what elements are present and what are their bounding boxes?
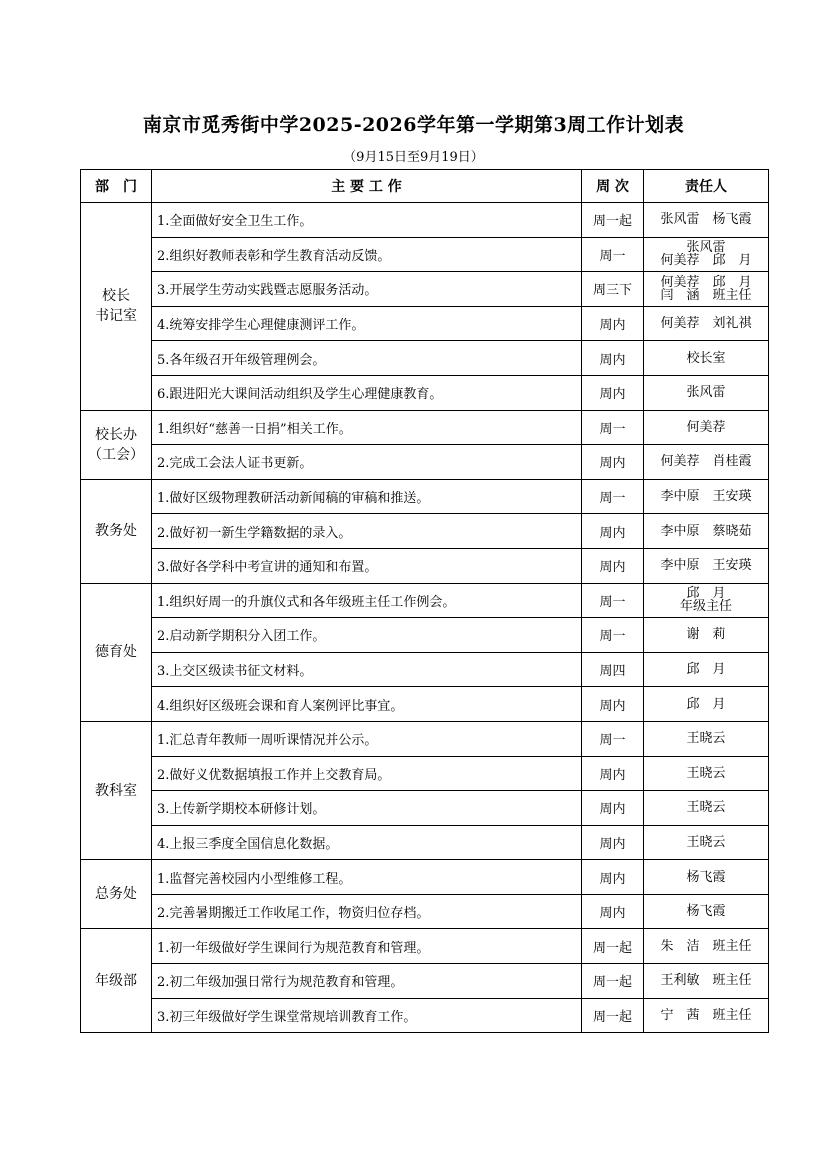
owner-name: 校长室 bbox=[686, 350, 726, 366]
table-row bbox=[81, 687, 769, 722]
owner-cell bbox=[644, 479, 769, 514]
owner-cell bbox=[644, 203, 769, 238]
owner-name: 王晓云 bbox=[686, 800, 726, 816]
table-body bbox=[81, 203, 769, 1033]
header-owner: 责任人 bbox=[644, 170, 769, 203]
owner-name: 王晓云 bbox=[686, 731, 726, 747]
task-cell: 3.上交区级读书征文材料。 bbox=[152, 652, 582, 687]
week-cell: 周一起 bbox=[582, 929, 644, 964]
task-cell: 2.组织好教师表彰和学生教育活动反馈。 bbox=[152, 237, 582, 272]
week-cell: 周内 bbox=[582, 894, 644, 929]
owner-cell bbox=[644, 618, 769, 653]
owner-cell bbox=[644, 583, 769, 618]
owner-name: 李中原 蔡晓茹 bbox=[660, 523, 752, 539]
department-cell bbox=[81, 721, 152, 859]
week-cell: 周内 bbox=[582, 514, 644, 549]
table-row bbox=[81, 929, 769, 964]
owner-name: 王晓云 bbox=[686, 834, 726, 850]
department-label: 校长 bbox=[102, 288, 130, 305]
owner-cell bbox=[644, 687, 769, 722]
owner-cell bbox=[644, 514, 769, 549]
department-label: 教务处 bbox=[95, 523, 137, 540]
owner-name: 李中原 王安瑛 bbox=[660, 489, 752, 505]
owner-cell bbox=[644, 652, 769, 687]
table-row bbox=[81, 237, 769, 272]
task-cell: 3.开展学生劳动实践暨志愿服务活动。 bbox=[152, 272, 582, 307]
week-cell: 周内 bbox=[582, 687, 644, 722]
work-plan-table bbox=[80, 169, 769, 1033]
owner-name: 年级主任 bbox=[679, 599, 732, 615]
week-cell: 周一起 bbox=[582, 203, 644, 238]
week-cell: 周内 bbox=[582, 306, 644, 341]
table-row bbox=[81, 894, 769, 929]
owner-name: 张风雷 杨飞霞 bbox=[660, 212, 752, 228]
task-cell: 1.初一年级做好学生课间行为规范教育和管理。 bbox=[152, 929, 582, 964]
week-cell: 周一 bbox=[582, 479, 644, 514]
table-row bbox=[81, 721, 769, 756]
table-row bbox=[81, 825, 769, 860]
week-cell: 周内 bbox=[582, 341, 644, 376]
week-cell: 周一 bbox=[582, 410, 644, 445]
task-cell: 1.组织好“慈善一日捐”相关工作。 bbox=[152, 410, 582, 445]
week-cell: 周内 bbox=[582, 825, 644, 860]
owner-cell bbox=[644, 306, 769, 341]
owner-name: 邱 月 bbox=[686, 696, 726, 712]
table-row bbox=[81, 341, 769, 376]
week-cell: 周四 bbox=[582, 652, 644, 687]
owner-name: 邱 月 bbox=[686, 586, 726, 602]
task-cell: 2.做好义优数据填报工作并上交教育局。 bbox=[152, 756, 582, 791]
owner-name: 邱 月 bbox=[686, 662, 726, 678]
week-cell: 周一 bbox=[582, 618, 644, 653]
week-cell: 周三下 bbox=[582, 272, 644, 307]
owner-cell bbox=[644, 272, 769, 307]
owner-name: 王利敏 班主任 bbox=[660, 973, 752, 989]
week-cell: 周内 bbox=[582, 375, 644, 410]
week-cell: 周一 bbox=[582, 237, 644, 272]
department-label: 书记室 bbox=[95, 308, 137, 325]
table-row bbox=[81, 203, 769, 238]
owner-name: 闫 涵 班主任 bbox=[660, 287, 752, 303]
table-row bbox=[81, 306, 769, 341]
department-label: 德育处 bbox=[95, 644, 137, 661]
owner-cell bbox=[644, 375, 769, 410]
table-row bbox=[81, 375, 769, 410]
department-cell bbox=[81, 203, 152, 411]
task-cell: 1.监督完善校园内小型维修工程。 bbox=[152, 860, 582, 895]
owner-cell bbox=[644, 756, 769, 791]
department-cell bbox=[81, 929, 152, 1033]
department-label: 教科室 bbox=[95, 782, 137, 799]
department-label: 年级部 bbox=[95, 972, 137, 989]
owner-name: 杨飞霞 bbox=[686, 869, 726, 885]
owner-name: 王晓云 bbox=[686, 765, 726, 781]
table-row bbox=[81, 548, 769, 583]
header-task: 主 要 工 作 bbox=[152, 170, 582, 203]
owner-name: 杨飞霞 bbox=[686, 904, 726, 920]
week-cell: 周内 bbox=[582, 548, 644, 583]
owner-cell bbox=[644, 548, 769, 583]
task-cell: 3.初三年级做好学生课堂常规培训教育工作。 bbox=[152, 998, 582, 1033]
task-cell: 2.完成工会法人证书更新。 bbox=[152, 445, 582, 480]
table-row bbox=[81, 410, 769, 445]
owner-cell bbox=[644, 998, 769, 1033]
owner-name: 宁 茜 班主任 bbox=[660, 1007, 752, 1023]
owner-name: 李中原 王安瑛 bbox=[660, 558, 752, 574]
table-row bbox=[81, 514, 769, 549]
owner-name: 张风雷 bbox=[686, 240, 726, 256]
department-cell bbox=[81, 479, 152, 583]
owner-name: 谢 莉 bbox=[686, 627, 726, 643]
table-row bbox=[81, 998, 769, 1033]
owner-name: 何美荐 bbox=[686, 419, 726, 435]
week-cell: 周内 bbox=[582, 791, 644, 826]
owner-cell bbox=[644, 894, 769, 929]
owner-name: 何美荐 肖桂霞 bbox=[660, 454, 752, 470]
week-cell: 周内 bbox=[582, 860, 644, 895]
owner-cell bbox=[644, 237, 769, 272]
task-cell: 2.初二年级加强日常行为规范教育和管理。 bbox=[152, 964, 582, 999]
week-cell: 周一 bbox=[582, 583, 644, 618]
week-cell: 周一起 bbox=[582, 964, 644, 999]
owner-cell bbox=[644, 825, 769, 860]
table-row bbox=[81, 479, 769, 514]
task-cell: 4.组织好区级班会课和育人案例评比事宜。 bbox=[152, 687, 582, 722]
date-range: （9月15日至9月19日） bbox=[343, 150, 484, 165]
department-label: 校长办 bbox=[95, 426, 137, 443]
task-cell: 1.全面做好安全卫生工作。 bbox=[152, 203, 582, 238]
table-row bbox=[81, 964, 769, 999]
department-cell bbox=[81, 860, 152, 929]
week-cell: 周一起 bbox=[582, 998, 644, 1033]
task-cell: 3.上传新学期校本研修计划。 bbox=[152, 791, 582, 826]
table-header-row bbox=[81, 170, 769, 203]
owner-name: 张风雷 bbox=[686, 385, 726, 401]
owner-cell bbox=[644, 341, 769, 376]
table-row bbox=[81, 618, 769, 653]
task-cell: 1.组织好周一的升旗仪式和各年级班主任工作例会。 bbox=[152, 583, 582, 618]
header-dept: 部 门 bbox=[81, 170, 152, 203]
table-row bbox=[81, 652, 769, 687]
table-row bbox=[81, 583, 769, 618]
header-week: 周 次 bbox=[582, 170, 644, 203]
owner-cell bbox=[644, 860, 769, 895]
table-row bbox=[81, 860, 769, 895]
owner-cell bbox=[644, 410, 769, 445]
owner-name: 何美荐 邱 月 bbox=[660, 274, 752, 290]
department-label: 总务处 bbox=[95, 886, 137, 903]
task-cell: 1.汇总青年教师一周听课情况并公示。 bbox=[152, 721, 582, 756]
task-cell: 4.上报三季度全国信息化数据。 bbox=[152, 825, 582, 860]
owner-cell bbox=[644, 964, 769, 999]
table-row bbox=[81, 272, 769, 307]
table-row bbox=[81, 791, 769, 826]
owner-name: 何美荐 邱 月 bbox=[660, 253, 752, 269]
department-cell bbox=[81, 410, 152, 479]
department-cell bbox=[81, 583, 152, 721]
task-cell: 3.做好各学科中考宣讲的通知和布置。 bbox=[152, 548, 582, 583]
department-label: （工会） bbox=[88, 446, 144, 463]
owner-cell bbox=[644, 445, 769, 480]
task-cell: 2.做好初一新生学籍数据的录入。 bbox=[152, 514, 582, 549]
task-cell: 5.各年级召开年级管理例会。 bbox=[152, 341, 582, 376]
task-cell: 2.启动新学期积分入团工作。 bbox=[152, 618, 582, 653]
week-cell: 周内 bbox=[582, 445, 644, 480]
owner-cell bbox=[644, 791, 769, 826]
task-cell: 4.统筹安排学生心理健康测评工作。 bbox=[152, 306, 582, 341]
owner-name: 朱 洁 班主任 bbox=[660, 938, 752, 954]
task-cell: 2.完善暑期搬迁工作收尾工作，物资归位存档。 bbox=[152, 894, 582, 929]
week-cell: 周内 bbox=[582, 756, 644, 791]
task-cell: 6.跟进阳光大课间活动组织及学生心理健康教育。 bbox=[152, 375, 582, 410]
table-row bbox=[81, 445, 769, 480]
owner-cell bbox=[644, 721, 769, 756]
page-title: 南京市觅秀街中学2025-2026学年第一学期第3周工作计划表 bbox=[142, 114, 685, 136]
owner-cell bbox=[644, 929, 769, 964]
owner-name: 何美荐 刘礼祺 bbox=[660, 316, 752, 332]
task-cell: 1.做好区级物理教研活动新闻稿的审稿和推送。 bbox=[152, 479, 582, 514]
week-cell: 周一 bbox=[582, 721, 644, 756]
table-row bbox=[81, 756, 769, 791]
